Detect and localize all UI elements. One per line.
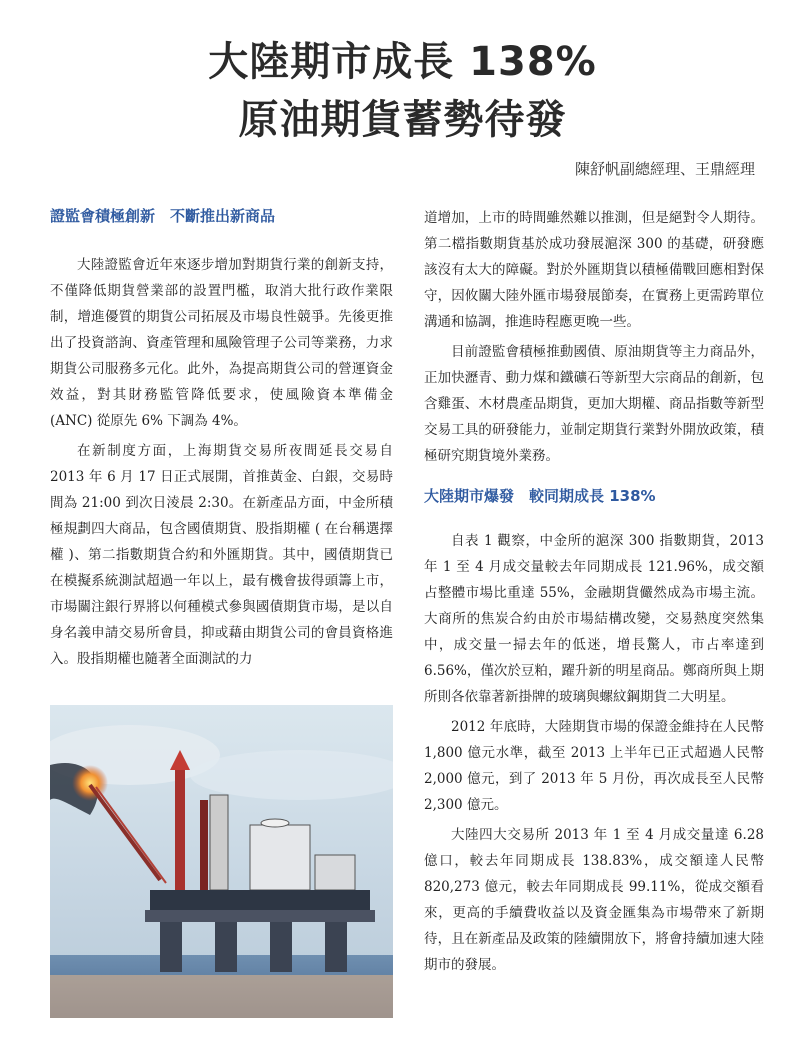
paragraph: 在新制度方面，上海期貨交易所夜間延長交易自 2013 年 6 月 17 日正式展開，首推黃金、白銀，交易時間為 21:00 到次日淩晨 2:30。在新產品方面，中金所積極規劃四大商品，包含國債期貨、股指期權 ( 在台稱選擇權 )、第二指數期貨合約和外匯期貨。其中，國債期貨已在模擬系統測試超過一年以上，最有機會拔得頭籌上市，市場關注銀行界將以何種模式參與國債期貨市場，是以自身名義申請交易所會員，抑或藉由期貨公司的會員資格進入。股指期權也隨著全面測試的力 bbox=[50, 443, 393, 667]
paragraph: 大陸證監會近年來逐步增加對期貨行業的創新支持，不僅降低期貨營業部的設置門檻，取消大批行政作業限制，增進優質的期貨公司拓展及市場良性競爭。先後更推出了投資諮詢、資產管理和風險管理子公司等業務，力求期貨公司服務多元化。此外，為提高期貨公司的營運資金效益，對其財務監管降低要求，使風險資本準備金 (ANC) 從原先 6% 下調為 4%。 bbox=[50, 257, 393, 429]
paragraph: 自表 1 觀察，中金所的滬深 300 指數期貨，2013 年 1 至 4 月成交量較去年同期成長 121.96%，成交額占整體市場比重達 55%，金融期貨儼然成為市場主流。大商所的焦炭合約由於市場結構改變，交易熱度突然集中，成交量一掃去年的低迷，增長驚人，市占率達到 6.56%，僅次於豆粕，躍升新的明星商品。鄭商所與上期所則各依靠著新掛牌的玻璃與螺紋鋼期貨二大明星。 bbox=[424, 533, 764, 705]
paragraph: 道增加，上市的時間雖然難以推測，但是絕對令人期待。第二檔指數期貨基於成功發展滬深 300 的基礎，研發應該沒有太大的障礙。對於外匯期貨以積極備戰回應相對保守，因攸關大陸外匯市場發展節奏，在實務上更需跨單位溝通和協調，推進時程應更晚一些。 bbox=[424, 210, 764, 330]
right-column bbox=[424, 205, 764, 978]
page-title-line1: 大陸期市成長 138% bbox=[208, 39, 597, 85]
paragraph: 大陸四大交易所 2013 年 1 至 4 月成交量達 6.28 億口，較去年同期成長 138.83%，成交額達人民幣 820,273 億元，較去年同期成長 99.11%，從成交額看來，更高的手續費收益以及資金匯集為市場帶來了新期待，且在新產品及政策的陸續開放下，將會持續加速大陸期市的發展。 bbox=[424, 827, 764, 973]
oil-platform-photo bbox=[50, 705, 393, 1018]
left-column bbox=[50, 205, 393, 672]
authors: 陳舒帆副總經理、王鼎經理 bbox=[574, 160, 755, 178]
section-heading-growth: 大陸期市爆發 較同期成長 138% bbox=[424, 487, 656, 505]
page-title-line2: 原油期貨蓄勢待發 bbox=[238, 97, 567, 143]
section-heading-innovation: 證監會積極創新 不斷推出新商品 bbox=[50, 207, 276, 225]
paragraph: 目前證監會積極推動國債、原油期貨等主力商品外，正加快瀝青、動力煤和鐵礦石等新型大宗商品的創新，包含雞蛋、木材農產品期貨，更加大期權、商品指數等新型交易工具的研發能力，並制定期貨行業對外開放政策，積極研究期貨境外業務。 bbox=[424, 344, 764, 464]
paragraph: 2012 年底時，大陸期貨市場的保證金維持在人民幣 1,800 億元水準，截至 2013 上半年已正式超過人民幣 2,000 億元，到了 2013 年 5 月份，再次成長至人民幣 2,300 億元。 bbox=[424, 719, 764, 813]
